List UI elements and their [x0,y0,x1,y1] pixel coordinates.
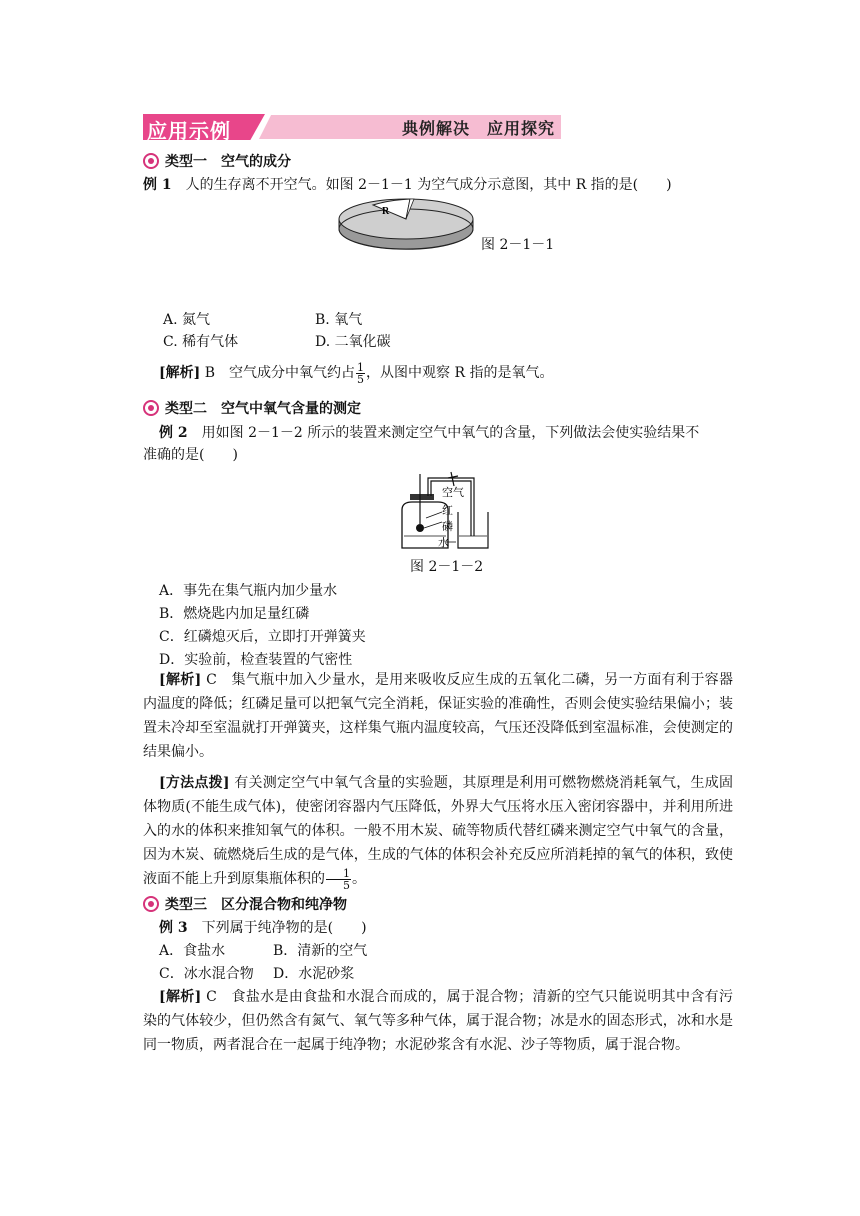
ex3-label: 例 3 [159,920,188,936]
ex3-option-c: C．冰水混合物 [159,966,254,982]
pie-label-r: R [382,206,390,217]
banner-subtitle: 典例解决 应用探究 [401,119,555,138]
label-phosphorus: 磷 [442,520,453,533]
ex3-analysis [143,985,733,1057]
ex2-analysis-answer: C [206,672,217,688]
banner-title: 应用示例 [147,119,231,143]
ex2-question-row [159,424,699,442]
ex3-analysis-text: 食盐水是由食盐和水混合而成的，属于混合物；清新的空气只能说明其中含有污染的气体较少，但仍然含有氮气、氧气等多种气体，属于混合物；冰是水的固态形式，冰和水是同一物质，两者混合在一起属于纯净物；水泥砂浆含有水泥、沙子等物质，属于混合物。 [143,989,734,1053]
ex1-analysis-pre: 空气成分中氧气约占 [229,365,355,381]
type2-heading-row [143,400,361,418]
type1-heading-row [143,153,291,171]
fraction-one-fifth: $\frac{1}{5}$ [357,360,364,386]
label-air: 空气 [442,486,464,499]
type3-heading-row [143,896,347,914]
target-icon [143,400,159,416]
ex1-question-row [143,176,672,194]
ex2-method-end: 。 [352,871,366,887]
ex3-option-d: D．水泥砂浆 [273,966,355,982]
ex1-analysis [159,361,553,385]
air-composition-pie [336,194,476,254]
ex2-question-line2: 准确的是( ) [143,447,238,463]
ex2-analysis-label: [解析] [159,672,202,688]
ex3-analysis-answer: C [206,989,217,1005]
oxygen-experiment-apparatus [396,470,491,552]
section-banner [143,114,561,143]
ex3-question-row [159,919,367,937]
ex2-method-text: 有关测定空气中氧气含量的实验题，其原理是利用可燃物燃烧消耗氧气，生成固体物质(不能生成气体)，使密闭容器内气压降低，外界大气压将水压入密闭容器中，并利用所进入的水的体积来推知氧气的体积。一般不用木炭、硫等物质代替红磷来测定空气中氧气的含量，因为木炭、硫燃烧后生成的是气体，生成的气体的体积会补充反应所消耗掉的氧气的体积，致使液面不能上升到原集瓶体积的 [143,775,734,887]
ex3-option-b: B．清新的空气 [273,943,368,959]
ex2-method [143,771,733,891]
ex1-option-d: D. 二氧化碳 [315,334,391,350]
ex2-label: 例 2 [159,425,188,441]
ex2-option-d: D．实验前，检查装置的气密性 [159,652,353,668]
ex2-analysis-text: 集气瓶中加入少量水，是用来吸收反应生成的五氧化二磷，另一方面有利于容器内温度的降低；红磷足量可以把氧气完全消耗，保证实验的准确性，否则会使实验结果偏小；装置未冷却至室温就打开弹簧夹，这样集气瓶内温度较高，气压还没降低到室温标准，会使测定的结果偏小。 [143,672,734,760]
ex1-option-a: A. 氮气 [163,312,211,328]
ex1-analysis-label: [解析] [159,365,201,381]
ex3-analysis-label: [解析] [159,989,202,1005]
ex1-analysis-answer: B [204,365,215,381]
label-water: 水 [438,536,449,549]
ex2-option-b: B．燃烧匙内加足量红磷 [159,606,310,622]
target-icon [143,896,159,912]
ex3-question: 下列属于纯净物的是( ) [201,920,367,936]
ex2-question-line1: 用如图 2－1－2 所示的装置来测定空气中氧气的含量，下列做法会使实验结果不 [201,425,700,441]
ex1-option-b: B. 氧气 [315,312,363,328]
ex2-analysis [143,668,733,764]
ex2-option-c: C．红磷熄灭后，立即打开弹簧夹 [159,629,366,645]
figure-caption-2: 图 2－1－2 [410,559,484,575]
ex3-option-a: A．食盐水 [159,943,226,959]
target-icon [143,153,159,169]
ex1-option-c: C. 稀有气体 [163,334,239,350]
type1-heading: 类型一 空气的成分 [165,154,291,170]
ex2-option-a: A．事先在集气瓶内加少量水 [159,583,338,599]
ex1-question: 人的生存离不开空气。如图 2－1－1 为空气成分示意图，其中 R 指的是( ) [185,177,672,193]
figure-caption-1: 图 2－1－1 [481,237,555,253]
ex1-analysis-post: ，从图中观察 R 指的是氧气。 [366,365,554,381]
type3-heading: 类型三 区分混合物和纯净物 [165,897,347,913]
type2-heading: 类型二 空气中氧气含量的测定 [165,401,361,417]
label-red: 红 [442,504,453,517]
ex1-label: 例 1 [143,177,172,193]
fraction-one-fifth: $\frac{1}{5}$ [326,868,351,891]
ex2-method-label: [方法点拨] [159,775,230,791]
